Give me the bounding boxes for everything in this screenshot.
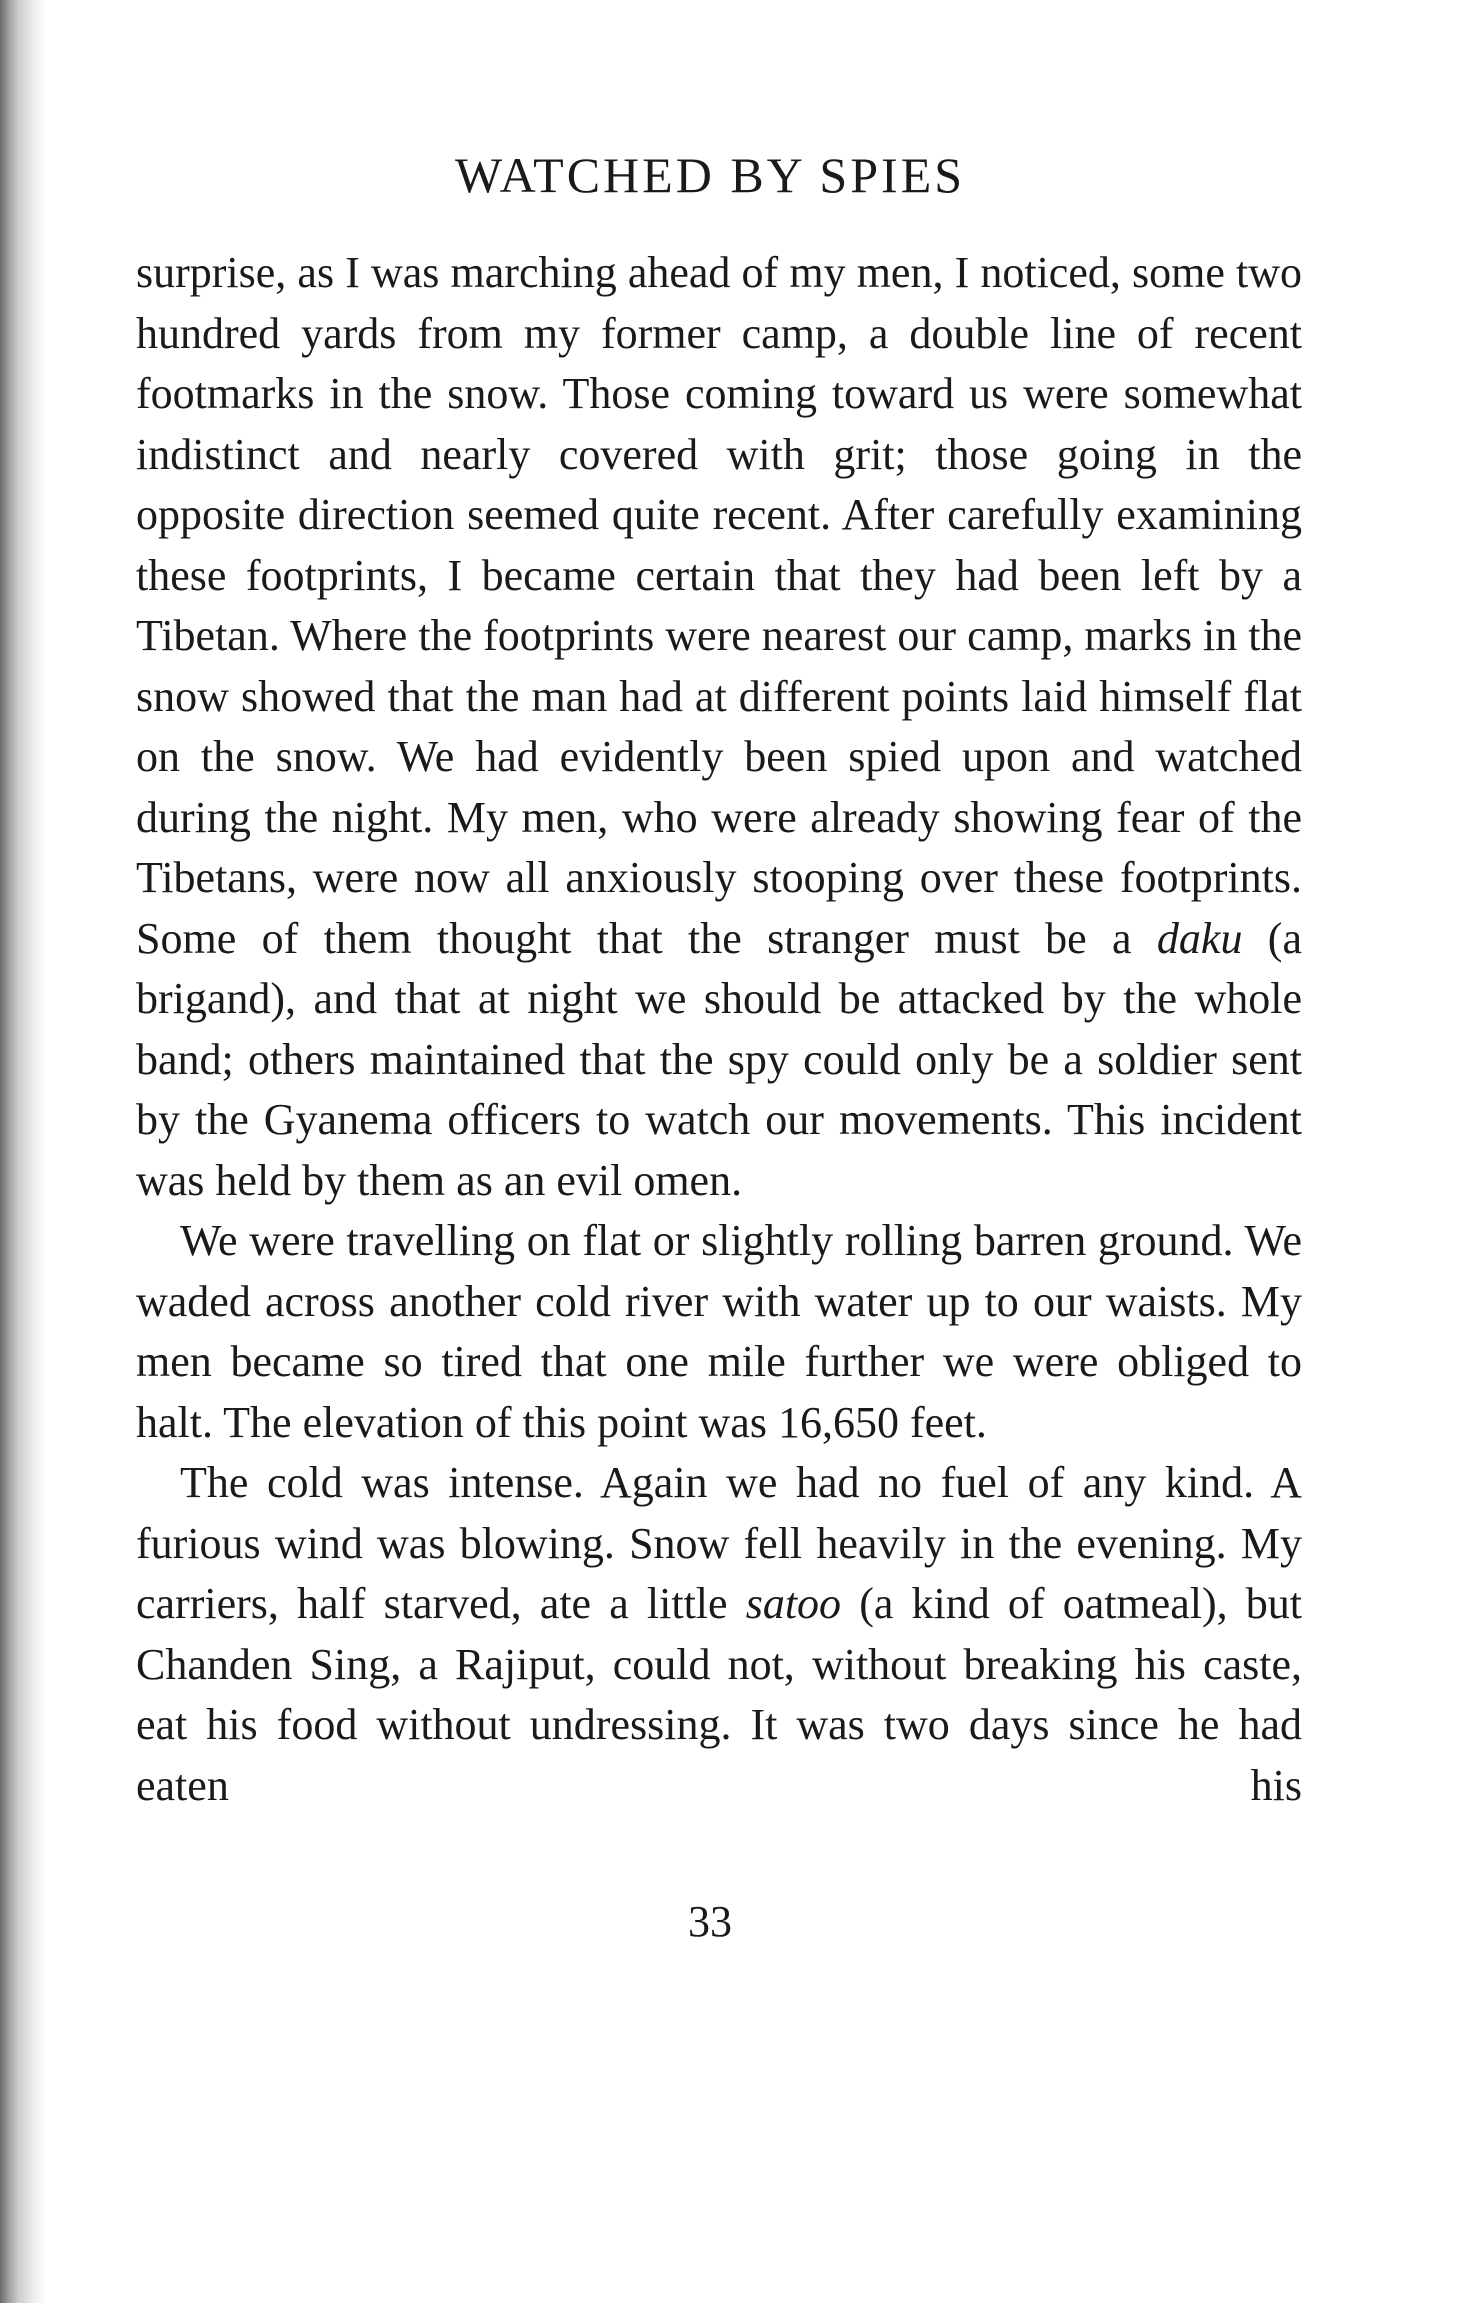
running-head: WATCHED BY SPIES [454, 147, 966, 203]
paragraph-3-text-a: The cold was intense. Again we had no fuel of any kind. A furious wind was blowing. Snow fell heavily in the evening. My carriers, half starved, ate a little [136, 1458, 1302, 1628]
paragraph-3 [136, 1453, 1302, 1816]
paragraph-2: We were travelling on flat or slightly rolling barren ground. We waded across another cold river with water up to our waists. My men became so tired that one mile further we were obliged to halt. The elevation of this point was 16,650 feet. [136, 1216, 1302, 1447]
book-spine-shadow [0, 0, 46, 2303]
page-number: 33 [688, 1897, 732, 1946]
paragraph-3-text-b: (a kind of oatmeal), but Chanden Sing, a Rajiput, could not, without breaking his caste, eat his food without undressing. It was two days since he had eaten his [136, 1579, 1302, 1810]
paragraph-1 [136, 243, 1302, 1211]
paragraph-3-italic: satoo [745, 1579, 842, 1628]
paragraph-1-italic: daku [1156, 913, 1243, 963]
page-body [136, 243, 1302, 1816]
paragraph-1-text-b: (a brigand), and that at night we should be attacked by the whole band; others maintained that the spy could only be a soldier sent by the Gyanema officers to watch our movements. This incident was held by them as an evil omen. [136, 913, 1302, 1205]
paragraph-1-text-a: surprise, as I was marching ahead of my men, I noticed, some two hundred yards from my former camp, a double line of recent footmarks in the snow. Those coming toward us were somewhat indistinct and nearly covered with grit; those going in the opposite direction seemed quite recent. After carefully examining these footprints, I became certain that they had been left by a Tibetan. Where the footprints were nearest our camp, marks in the snow showed that the man had at different points laid himself flat on the snow. We had evidently been spied upon and watched during the night. My men, who were already showing fear of the Tibetans, were now all anxiously stooping over these footprints. Some of them thought that the stranger must be a [136, 248, 1302, 963]
